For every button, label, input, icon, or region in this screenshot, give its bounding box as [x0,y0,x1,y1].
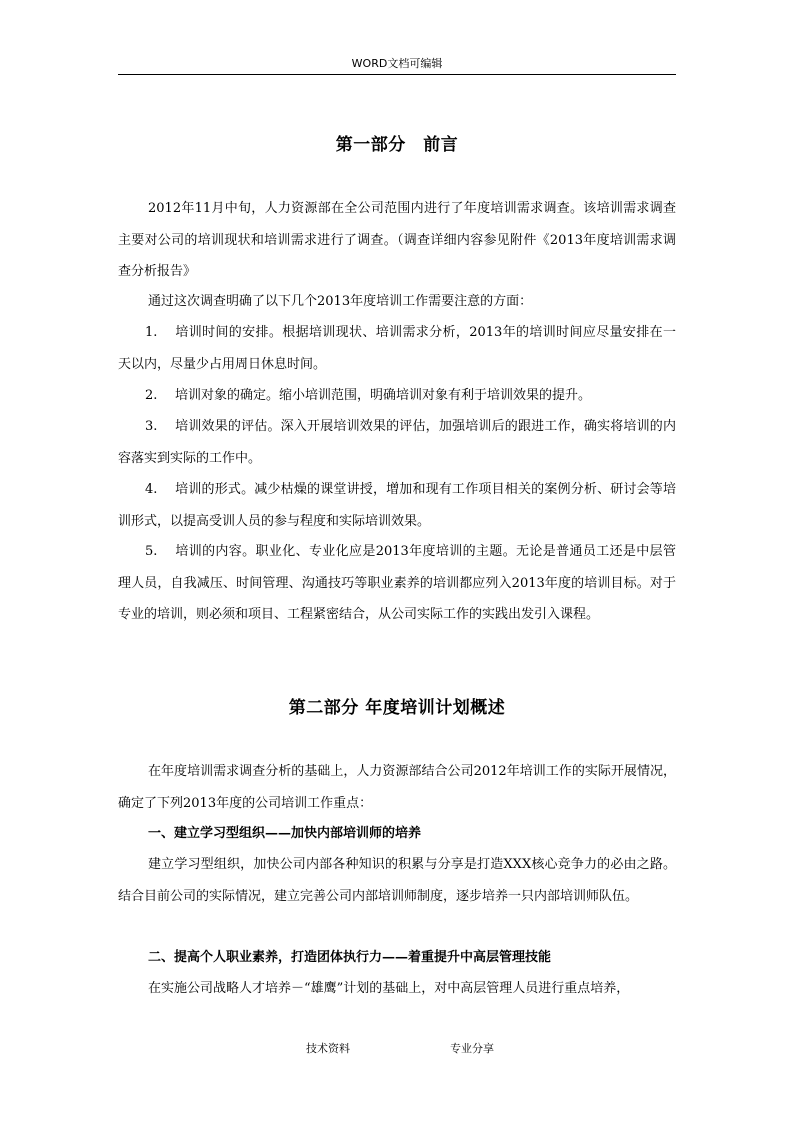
section2-intro: 在年度培训需求调查分析的基础上，人力资源部结合公司2012年培训工作的实际开展情况，确定了下列2013年度的公司培训工作重点： [118,764,676,811]
section2-paragraph-2: 在实施公司战略人才培养－“雄鹰”计划的基础上，对中高层管理人员进行重点培养， [148,981,630,996]
list-item-text: 培训效果的评估。深入开展培训效果的评估，加强培训后的跟进工作，确实将培训的内容落实到实际的工作中。 [118,419,676,466]
list-item [118,474,676,537]
list-item-text: 培训的内容。职业化、专业化应是2013年度培训的主题。无论是普通员工还是中层管理人员，自我减压、时间管理、沟通技巧等职业素养的培训都应列入2013年度的培训目标。对于专业的培训，则必须和项目、工程紧密结合，从公司实际工作的实践出发引入课程。 [118,544,676,622]
list-item [118,317,676,380]
section2-subheading-2: 二、提高个人职业素养，打造团体执行力——着重提升中高层管理技能 [148,950,552,965]
list-item-number: 1. [145,325,158,340]
list-item-number: 3. [145,419,158,434]
section2-subheading-1: 一、建立学习型组织——加快内部培训师的培养 [148,826,422,841]
list-item-number: 4. [145,482,158,497]
list-item-text: 培训对象的确定。缩小培训范围，明确培训对象有利于培训效果的提升。 [175,388,592,403]
list-item [118,380,676,412]
section1-lead: 通过这次调查明确了以下几个2013年度培训工作需要注意的方面： [148,294,533,309]
list-item-text: 培训时间的安排。根据培训现状、培训需求分析，2013年的培训时间应尽量安排在一天以内，尽量少占用周日休息时间。 [118,325,676,372]
list-item-number: 5. [145,544,158,559]
section1-title: 第一部分 前言 [335,135,459,155]
header-rule [118,74,676,75]
footer-left: 技术资料 [306,1042,350,1055]
list-item [118,411,676,474]
list-item [118,536,676,631]
section2-paragraph-1: 建立学习型组织，加快公司内部各种知识的积累与分享是打造XXX核心竞争力的必由之路。结合目前公司的实际情况，建立完善公司内部培训师制度，逐步培养一只内部培训师队伍。 [118,857,676,904]
footer-right: 专业分享 [450,1042,494,1055]
page-header: WORD文档可编辑 [351,57,443,70]
section2-title: 第二部分 年度培训计划概述 [288,698,506,718]
list-item-text: 培训的形式。减少枯燥的课堂讲授，增加和现有工作项目相关的案例分析、研讨会等培训形式，以提高受训人员的参与程度和实际培训效果。 [118,482,676,529]
section1-intro: 2012年11月中旬，人力资源部在全公司范围内进行了年度培训需求调查。该培训需求调查主要对公司的培训现状和培训需求进行了调查。（调查详细内容参见附件《2013年度培训需求调查分析报告》 [118,201,676,279]
list-item-number: 2. [145,388,158,403]
